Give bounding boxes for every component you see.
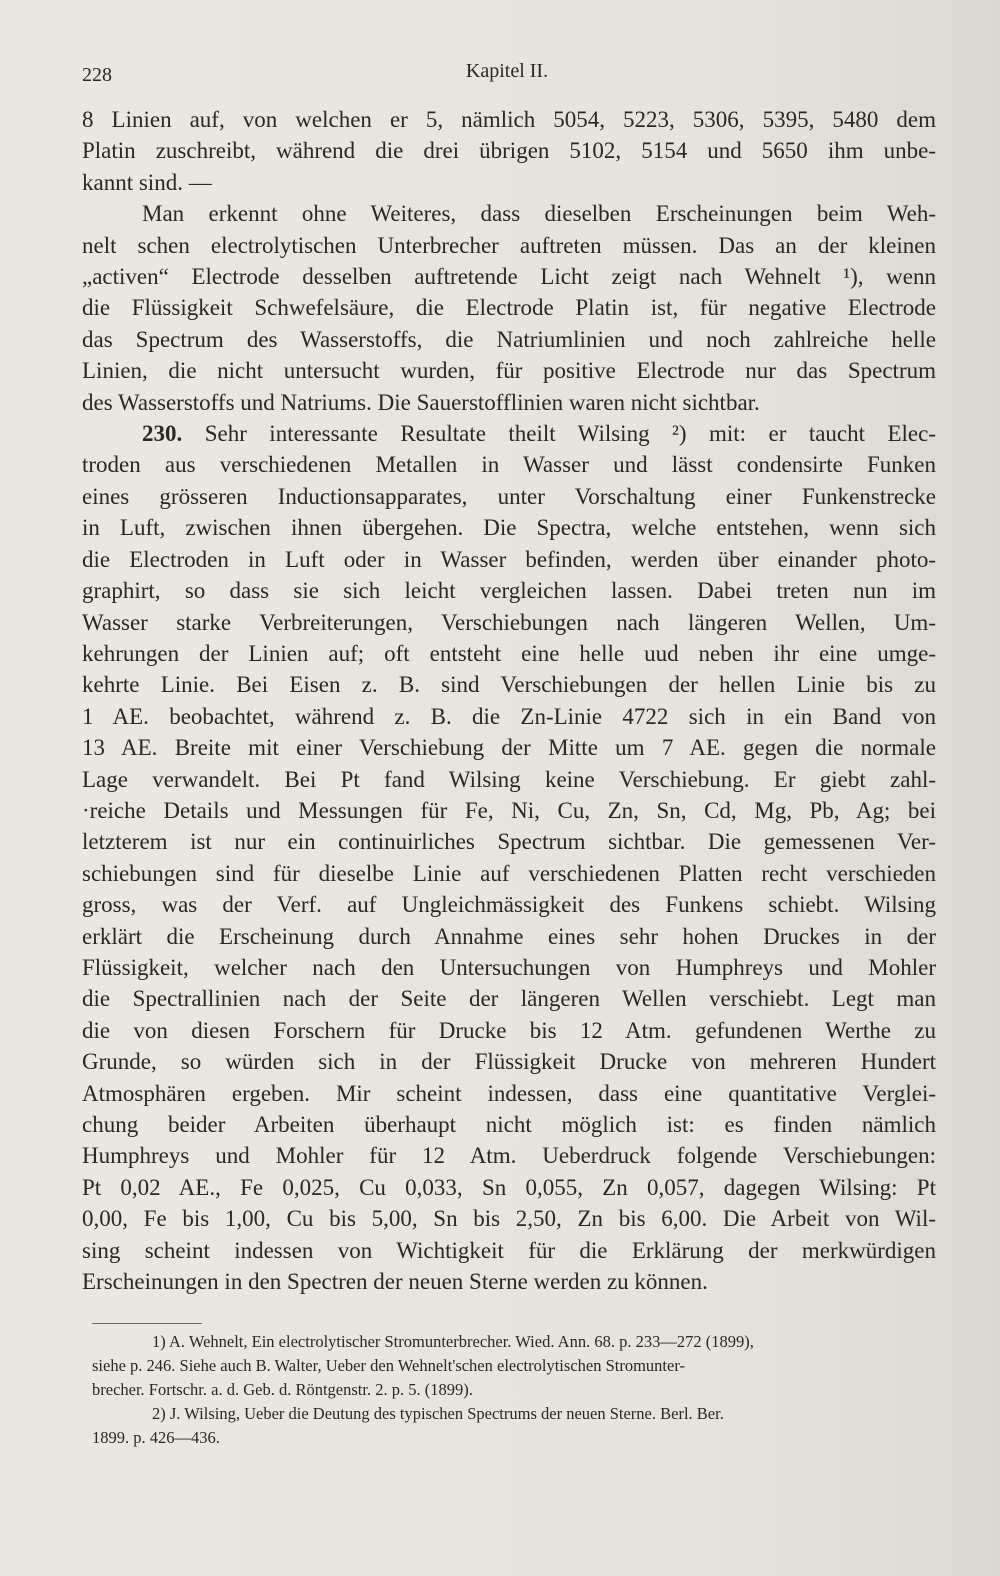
text-line: sing scheint indessen von Wichtigkeit für die Erklärung der merkwürdigen [82, 1237, 936, 1263]
text-line: eines grösseren Inductionsapparates, unter Vorschaltung einer Funkenstrecke [82, 483, 936, 509]
text-line: Grunde, so würden sich in der Flüssigkeit Drucke von mehreren Hundert [82, 1049, 936, 1075]
footnote-line: 1899. p. 426—436. [92, 1428, 220, 1447]
running-header [82, 60, 932, 90]
text-line: das Spectrum des Wasserstoffs, die Natriumlinien und noch zahlreiche helle [82, 326, 936, 352]
text-line: Humphreys und Mohler für 12 Atm. Ueberdruck folgende Verschiebungen: [82, 1143, 936, 1169]
text-line: 0,00, Fe bis 1,00, Cu bis 5,00, Sn bis 2,50, Zn bis 6,00. Die Arbeit von Wil- [82, 1206, 936, 1232]
text-line: Linien, die nicht untersucht wurden, für positive Electrode nur das Spectrum [82, 358, 936, 384]
text-line: Flüssigkeit, welcher nach den Untersuchungen von Humphreys und Mohler [82, 954, 936, 980]
text-line: nelt schen electrolytischen Unterbrecher auftreten müssen. Das an der kleinen [82, 232, 936, 258]
text-line: Man erkennt ohne Weiteres, dass dieselben Erscheinungen beim Weh- [142, 201, 936, 227]
text-line: 1 AE. beobachtet, während z. B. die Zn-Linie 4722 sich in ein Band von [82, 703, 936, 729]
section-number: 230. [142, 421, 183, 447]
text-line: des Wasserstoffs und Natriums. Die Sauerstofflinien waren nicht sichtbar. [82, 389, 760, 415]
section-start-line [82, 418, 936, 449]
text-line: chung beider Arbeiten überhaupt nicht möglich ist: es finden nämlich [82, 1112, 936, 1137]
footnote-line: 2) J. Wilsing, Ueber die Deutung des typischen Spectrums der neuen Sterne. Berl. Ber. [152, 1404, 724, 1423]
text-line: „activen“ Electrode desselben auftretende Licht zeigt nach Wehnelt ¹), wenn [82, 264, 936, 290]
main-text [82, 104, 936, 1297]
page-number: 228 [82, 64, 112, 86]
text-line: in Luft, zwischen ihnen übergehen. Die Spectra, welche entstehen, wenn sich [82, 515, 936, 541]
footnote-line: 1) A. Wehnelt, Ein electrolytischer Stromunterbrecher. Wied. Ann. 68. p. 233—272 (1899), [152, 1332, 754, 1351]
text-line: Atmosphären ergeben. Mir scheint indessen, dass eine quantitative Verglei- [82, 1080, 936, 1106]
text-line: schiebungen sind für dieselbe Linie auf verschiedenen Platten recht verschieden [82, 860, 936, 886]
text-line: kannt sind. — [82, 169, 212, 195]
text-line: Wasser starke Verbreiterungen, Verschiebungen nach längeren Wellen, Um- [82, 609, 936, 635]
text-line: letzterem ist nur ein continuirliches Spectrum sichtbar. Die gemessenen Ver- [82, 829, 936, 855]
text-line: die von diesen Forschern für Drucke bis 12 Atm. gefundenen Werthe zu [82, 1017, 936, 1043]
chapter-title: Kapitel II. [465, 60, 549, 82]
text-line: 13 AE. Breite mit einer Verschiebung der Mitte um 7 AE. gegen die normale [82, 735, 936, 761]
text-line: 8 Linien auf, von welchen er 5, nämlich 5054, 5223, 5306, 5395, 5480 dem [82, 107, 936, 132]
footnotes [92, 1330, 940, 1450]
footnote-divider [92, 1323, 202, 1324]
footnote-line: brecher. Fortschr. a. d. Geb. d. Röntgenstr. 2. p. 5. (1899). [92, 1380, 473, 1399]
text-line: die Electroden in Luft oder in Wasser befinden, werden über einander photo- [82, 546, 936, 572]
text-line: erklärt die Erscheinung durch Annahme eines sehr hohen Druckes in der [82, 923, 936, 949]
text-line: die Spectrallinien nach der Seite der längeren Wellen verschiebt. Legt man [82, 986, 936, 1012]
text-line: gross, was der Verf. auf Ungleichmässigkeit des Funkens schiebt. Wilsing [82, 892, 936, 918]
text-line: Lage verwandelt. Bei Pt fand Wilsing keine Verschiebung. Er giebt zahl- [82, 766, 936, 792]
text-line: troden aus verschiedenen Metallen in Wasser und lässt condensirte Funken [82, 452, 936, 478]
text-line: Pt 0,02 AE., Fe 0,025, Cu 0,033, Sn 0,055, Zn 0,057, dagegen Wilsing: Pt [82, 1174, 936, 1200]
footnote-line: siehe p. 246. Siehe auch B. Walter, Ueber den Wehnelt'schen electrolytischen Stromunter- [92, 1356, 685, 1375]
text-line: kehrungen der Linien auf; oft entsteht eine helle uud neben ihr eine umge- [82, 640, 936, 666]
text-line: kehrte Linie. Bei Eisen z. B. sind Verschiebungen der hellen Linie bis zu [82, 672, 936, 698]
text-line: Platin zuschreibt, während die drei übrigen 5102, 5154 und 5650 ihm unbe- [82, 138, 936, 164]
text-line: Erscheinungen in den Spectren der neuen Sterne werden zu können. [82, 1269, 708, 1295]
text-line: Sehr interessante Resultate theilt Wilsing ²) mit: er taucht Elec- [204, 421, 936, 447]
text-line: ·reiche Details und Messungen für Fe, Ni, Cu, Zn, Sn, Cd, Mg, Pb, Ag; bei [82, 797, 936, 823]
text-line: graphirt, so dass sie sich leicht vergleichen lassen. Dabei treten nun im [82, 578, 936, 604]
text-line: die Flüssigkeit Schwefelsäure, die Electrode Platin ist, für negative Electrode [82, 295, 936, 321]
